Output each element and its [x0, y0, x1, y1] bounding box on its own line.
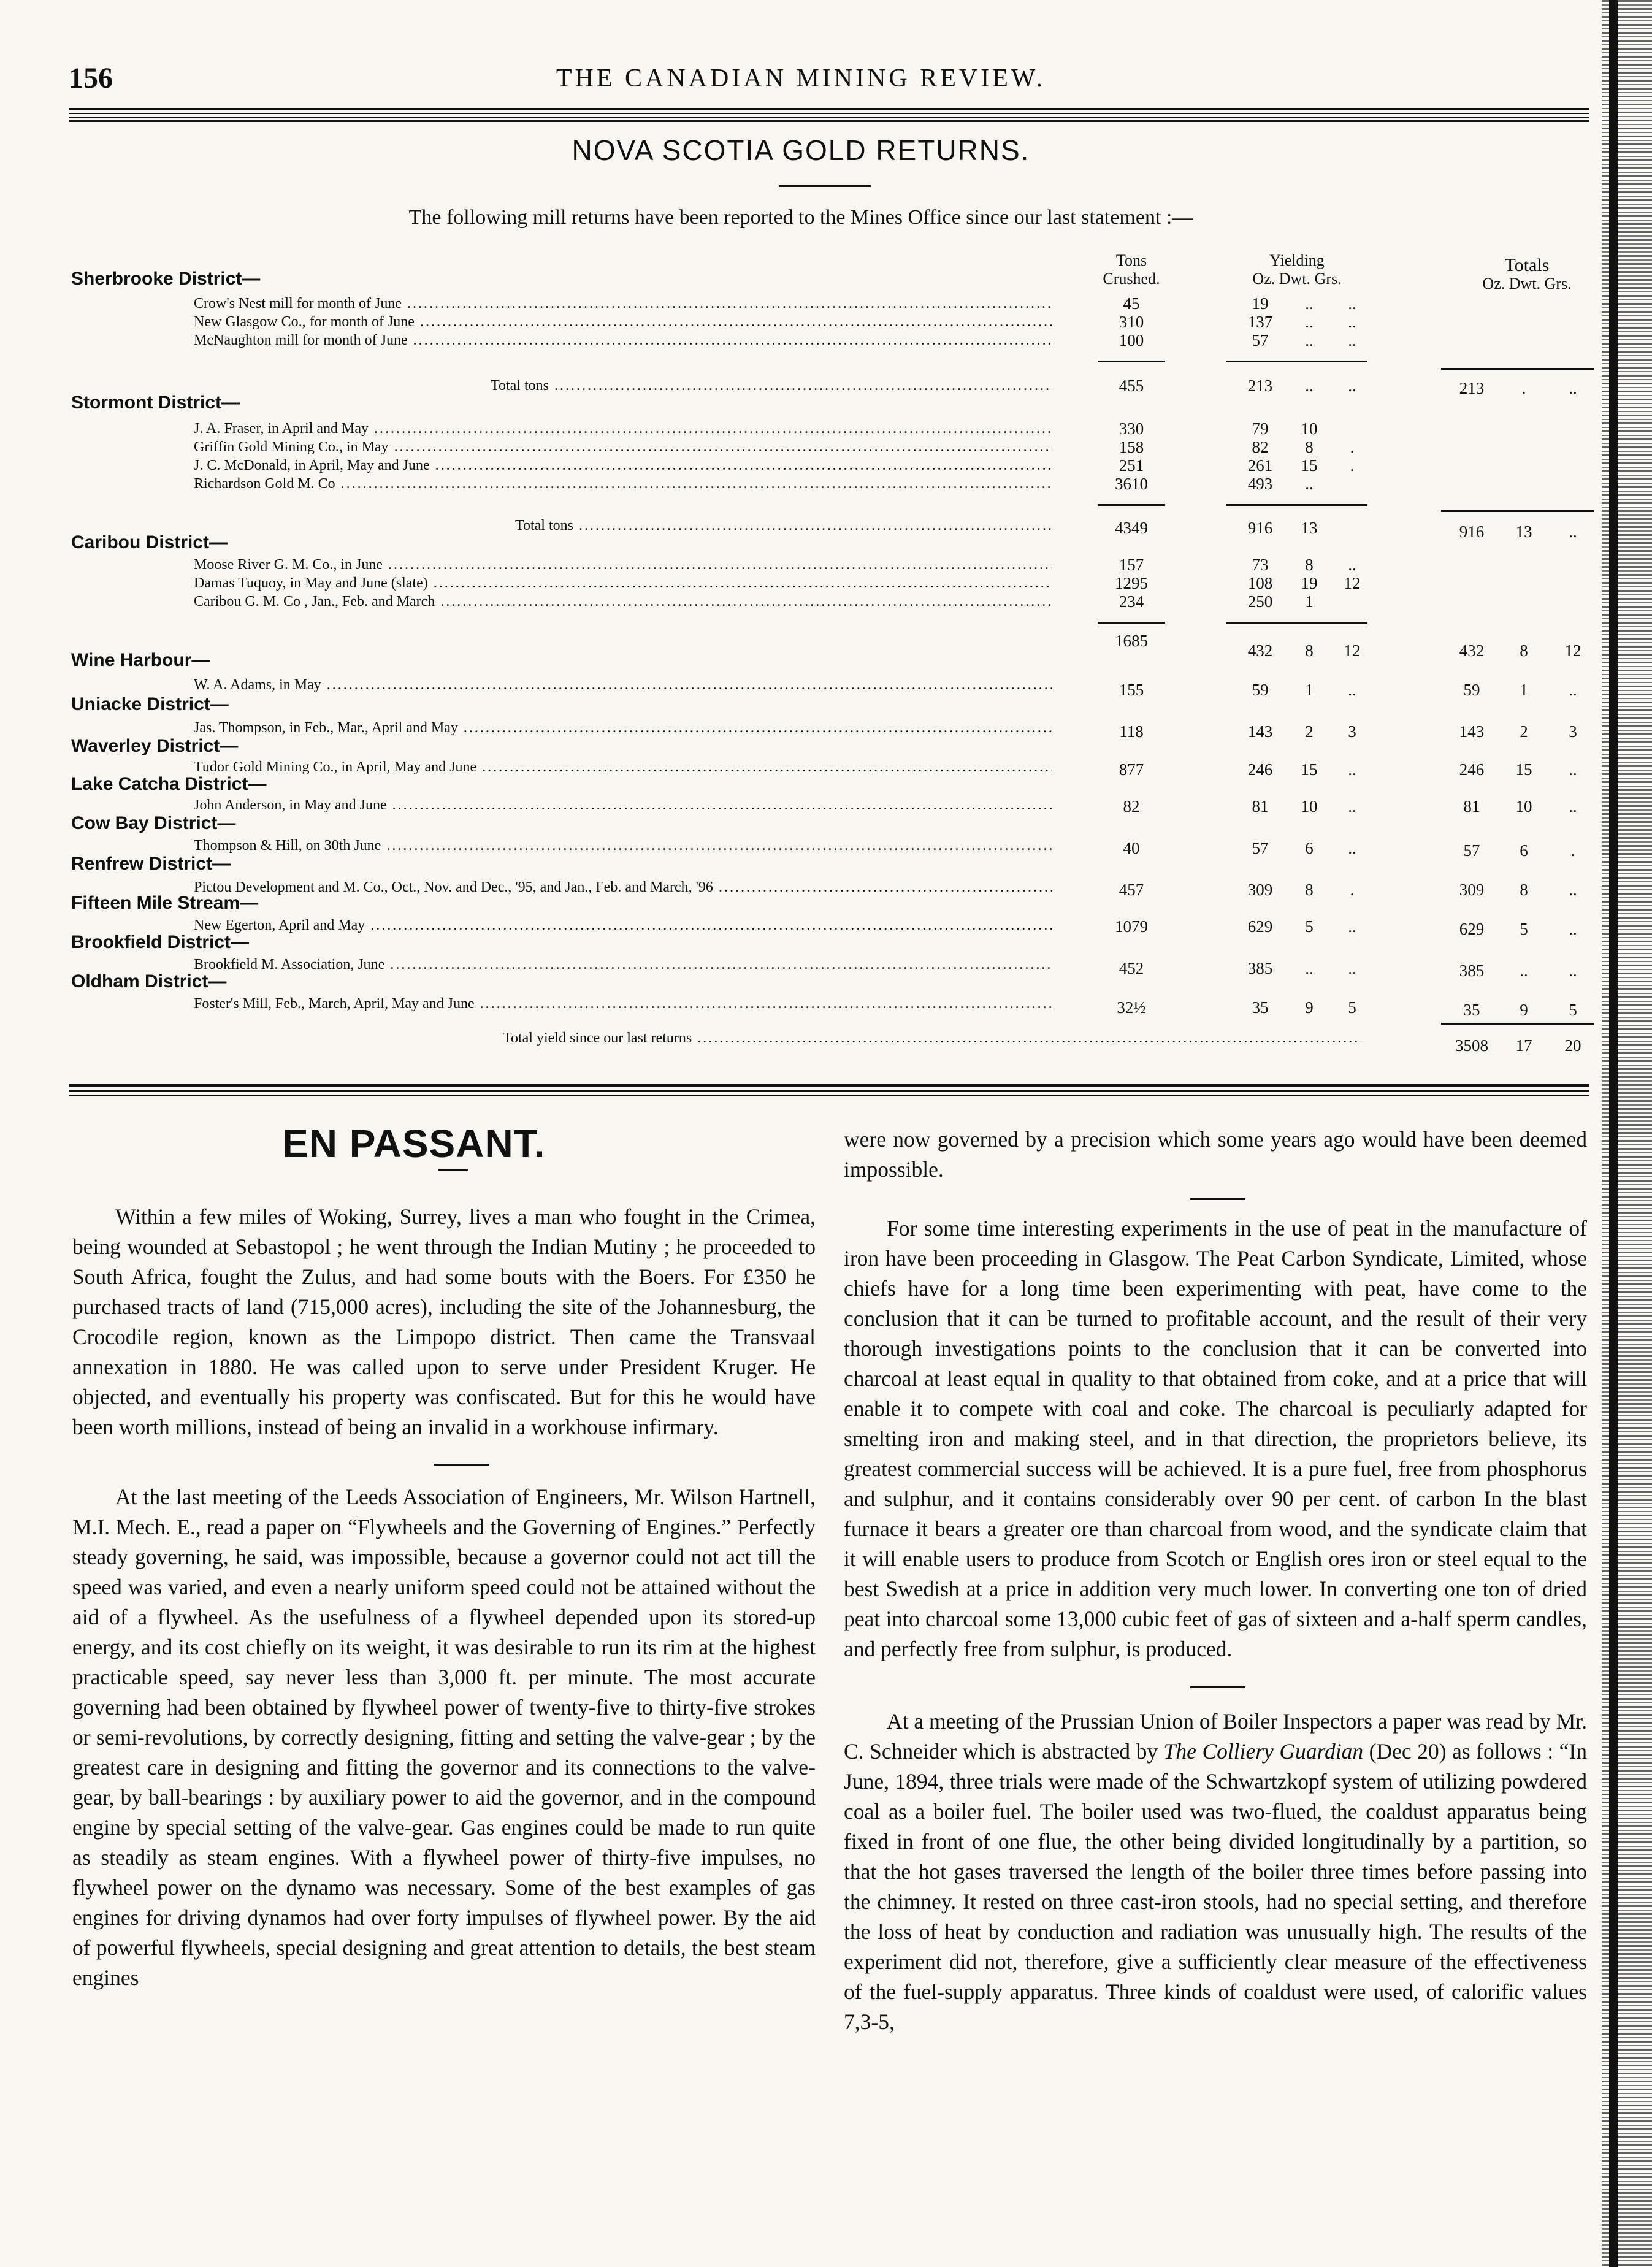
total-oz-sum: 916	[1459, 522, 1485, 541]
entry-tons: 457	[1119, 881, 1144, 899]
entry-dwt: 1	[1305, 592, 1314, 611]
entry-tons: 310	[1119, 313, 1144, 331]
header-totals-line1: Totals	[1504, 255, 1550, 275]
district-name: Stormont District—	[71, 392, 240, 413]
entry-label: Caribou G. M. Co , Jan., Feb. and March .....	[194, 592, 1052, 611]
entry-dwt-sum: 1	[1520, 681, 1528, 699]
entry-oz: 59	[1252, 681, 1269, 699]
entry-label: Tudor Gold Mining Co., in April, May and June .....	[194, 758, 1052, 776]
entry-oz-sum: 309	[1459, 881, 1485, 899]
entry-grs: 5	[1348, 998, 1356, 1017]
grand-total-oz: 3508	[1455, 1036, 1488, 1055]
entry-oz-sum: 629	[1459, 920, 1485, 938]
page-number: 156	[69, 62, 113, 94]
entry-grs-sum: 5	[1569, 1001, 1577, 1019]
subtotal-rule	[1098, 361, 1165, 362]
total-oz: 432	[1247, 641, 1273, 660]
entry-dwt-sum: ..	[1520, 961, 1528, 980]
header-rule-1	[69, 113, 1589, 114]
paragraph-separator	[1190, 1198, 1245, 1200]
entry-dwt: 15	[1301, 760, 1318, 779]
entry-label: W. A. Adams, in May .....	[194, 676, 1052, 694]
entry-tons: 452	[1119, 959, 1144, 977]
entry-tons: 100	[1119, 331, 1144, 350]
paragraph-continuation: were now governed by a precision which some years ago would have been deemed impossible.	[844, 1127, 1587, 1182]
entry-grs-sum: 3	[1569, 722, 1577, 741]
header-tons-line2: Crushed.	[1103, 270, 1160, 288]
entry-dwt-sum: 2	[1520, 722, 1528, 741]
entry-dwt: 10	[1301, 419, 1318, 438]
entry-tons: 157	[1119, 556, 1144, 574]
entry-oz: 261	[1247, 456, 1273, 475]
district-name: Renfrew District—	[71, 854, 231, 874]
scan-edge-bar	[1609, 0, 1618, 2267]
entry-dwt: ..	[1305, 959, 1314, 977]
subtotal-rule	[1098, 622, 1165, 624]
header-yielding-line2: Oz. Dwt. Grs.	[1252, 270, 1342, 288]
entry-dwt: 8	[1305, 438, 1314, 456]
entry-oz: 82	[1252, 438, 1269, 456]
totals-rule	[1441, 368, 1594, 370]
entry-dwt-sum: 6	[1520, 841, 1528, 860]
entry-grs-sum: ..	[1569, 797, 1577, 816]
entry-oz: 246	[1247, 760, 1273, 779]
district-name: Brookfield District—	[71, 932, 250, 952]
entry-grs-sum: .	[1570, 841, 1575, 860]
entry-grs: .	[1350, 438, 1355, 456]
entry-oz: 73	[1252, 556, 1269, 574]
entry-oz-sum: 143	[1459, 722, 1485, 741]
total-label: Total tons .....	[515, 516, 1052, 535]
total-dwt: 13	[1301, 519, 1318, 537]
total-tons: 4349	[1115, 519, 1148, 537]
entry-dwt: 2	[1305, 722, 1314, 741]
header-rule-3	[69, 120, 1589, 122]
title-dash	[779, 185, 871, 187]
entry-oz: 629	[1247, 917, 1273, 936]
entry-label: Richardson Gold M. Co .....	[194, 475, 1052, 493]
entry-oz: 493	[1247, 475, 1273, 493]
entry-tons: 330	[1119, 419, 1144, 438]
entry-dwt-sum: 10	[1515, 797, 1532, 816]
entry-oz-sum: 59	[1463, 681, 1480, 699]
subtotal-rule	[1226, 361, 1367, 362]
total-dwt-sum: 8	[1520, 641, 1528, 660]
total-grs: 12	[1344, 641, 1361, 660]
entry-oz-sum: 246	[1459, 760, 1485, 779]
section-divider-1	[69, 1084, 1589, 1087]
paragraph-text: At a meeting of the Prussian Union of Boiler Inspectors a paper was read by Mr. C. Schneider which is abstracted by	[844, 1709, 1587, 1764]
paragraph: Within a few miles of Woking, Surrey, lives a man who fought in the Crimea, being wounded at Sebastopol ; he went through the Indian Mutiny ; he proceeded to South Africa, fought the Zulus, and had some bouts with the Boers. For £350 he purchased tracts of land (715,000 acres), including the site of the Johannesburg, the Crocodile region, known as the Limpopo district. Then came the Transvaal annexation in 1880. He was called upon to serve under President Kruger. He objected, and eventually his property was confiscated. But for this he would have been worth millions, instead of being an invalid in a workhouse infirmary.	[72, 1204, 816, 1439]
paragraph: At the last meeting of the Leeds Association of Engineers, Mr. Wilson Hartnell, M.I. Mech. E., read a paper on “Flywheels and the Governing of Engines.” Perfectly steady governing, he said, was impossible, because a governor could not act till the speed was varied, and even a nearly uniform speed could not be attained without the aid of a flywheel. As the usefulness of a flywheel depended upon its stored-up energy, and its cost chiefly on its weight, it was desirable to run its rim at the highest practicable speed, say never less than 3,000 ft. per minute. The most accurate governing had been obtained by flywheel power of twenty-five to thirty-five strokes or semi-revolutions, by correctly designing, fitting and setting the valve-gear ; by the greatest care in designing and fitting the governor and its connections to the valve-gear, by ball-bearings : by auxiliary power to aid the governor, and in the compound engine by special setting of the valve-gear. Gas engines could be made to run quite as steadily as steam engines. With a flywheel power of thirty-five impulses, no flywheel power on the dynamo was necessary. Some of the best examples of gas engines for driving dynamos had over forty impulses of flywheel power. By the aid of powerful flywheels, special designing and great attention to details, the best steam engines	[72, 1485, 816, 1990]
entry-tons: 158	[1119, 438, 1144, 456]
entry-dwt: 10	[1301, 797, 1318, 816]
total-grs-sum: ..	[1569, 379, 1577, 397]
entry-label: Crow's Nest mill for month of June .....	[194, 294, 1052, 313]
section-divider-2	[69, 1090, 1589, 1092]
entry-grs: 12	[1344, 574, 1361, 592]
entry-grs: ..	[1348, 294, 1356, 313]
entry-dwt-sum: 8	[1520, 881, 1528, 899]
entry-tons: 32½	[1117, 998, 1146, 1017]
entry-label: Moose River G. M. Co., in June .....	[194, 556, 1052, 574]
entry-dwt: ..	[1305, 294, 1314, 313]
district-name: Cow Bay District—	[71, 813, 236, 833]
entry-oz: 35	[1252, 998, 1269, 1017]
entry-label: Jas. Thompson, in Feb., Mar., April and May .....	[194, 719, 1052, 737]
totals-rule	[1441, 510, 1594, 512]
entry-oz: 79	[1252, 419, 1269, 438]
entry-grs-sum: ..	[1569, 681, 1577, 699]
entry-dwt: 5	[1305, 917, 1314, 936]
grand-total-dwt: 17	[1515, 1036, 1532, 1055]
entry-oz-sum: 35	[1463, 1001, 1480, 1019]
grand-total-grs: 20	[1564, 1036, 1581, 1055]
subtotal-rule	[1098, 504, 1165, 506]
header-totals	[1459, 256, 1594, 293]
entry-oz: 385	[1247, 959, 1273, 977]
entry-grs: 3	[1348, 722, 1356, 741]
entry-dwt-sum: 5	[1520, 920, 1528, 938]
header-rule-2	[69, 117, 1589, 118]
subtotal-rule	[1226, 504, 1367, 506]
entry-dwt: 8	[1305, 556, 1314, 574]
total-tons: 1685	[1115, 632, 1148, 650]
publication-name: The Colliery Guardian	[1163, 1739, 1364, 1764]
grand-total-rule	[1441, 1023, 1594, 1025]
entry-oz: 57	[1252, 331, 1269, 350]
entry-dwt-sum: 15	[1515, 760, 1532, 779]
entry-label: McNaughton mill for month of June .....	[194, 331, 1052, 350]
entry-oz: 250	[1247, 592, 1273, 611]
entry-tons: 155	[1119, 681, 1144, 699]
entry-label: New Glasgow Co., for month of June .....	[194, 313, 1052, 331]
total-tons: 455	[1119, 377, 1144, 395]
header-totals-line2: Oz. Dwt. Grs.	[1482, 275, 1572, 292]
subtotal-rule	[1226, 622, 1367, 624]
entry-label: New Egerton, April and May .....	[194, 916, 1052, 935]
district-name: Sherbrooke District—	[71, 269, 261, 289]
entry-label: Pictou Development and M. Co., Oct., Nov. and Dec., '95, and Jan., Feb. and March, '96 .....	[194, 878, 1052, 896]
entry-label: Brookfield M. Association, June .....	[194, 955, 1052, 974]
district-name: Wine Harbour—	[71, 650, 210, 670]
gold-returns-title: NOVA SCOTIA GOLD RETURNS.	[572, 134, 1030, 166]
paragraph-text: (Dec 20) as follows : “In June, 1894, three trials were made of the Schwartzkopf system of utilizing powdered coal as a boiler fuel. The boiler used was two-flued, the coaldust apparatus being fixed in front of one flue, the other being divided longitudinally by a partition, so that the hot gases traversed the length of the boiler three times before passing into the chimney. It rested on three cast-iron stools, had no special setting, and therefore the loss of heat by conduction and radiation was unusually high. The results of the experiment did not, therefore, give a sufficiently clear measure of the effectiveness of the fuel-supply apparatus. Three kinds of coaldust were used, of calorific values 7,3-5,	[844, 1739, 1587, 2034]
entry-oz: 81	[1252, 797, 1269, 816]
entry-label: Damas Tuquoy, in May and June (slate) .....	[194, 574, 1052, 592]
district-name: Lake Catcha District—	[71, 774, 267, 794]
entry-dwt: 6	[1305, 839, 1314, 857]
entry-grs: ..	[1348, 917, 1356, 936]
total-dwt: ..	[1305, 377, 1314, 395]
entry-grs-sum: ..	[1569, 760, 1577, 779]
header-yielding-line1: Yielding	[1269, 251, 1325, 269]
total-grs: ..	[1348, 377, 1356, 395]
paragraph-final	[844, 1707, 1587, 2037]
entry-dwt: 9	[1305, 998, 1314, 1017]
entry-dwt-sum: 9	[1520, 1001, 1528, 1019]
section-divider-3	[69, 1095, 1589, 1096]
header-tons-line1: Tons	[1115, 251, 1147, 269]
total-grs-sum: 12	[1564, 641, 1581, 660]
district-name: Fifteen Mile Stream—	[71, 893, 259, 913]
entry-tons: 877	[1119, 760, 1144, 779]
district-name: Waverley District—	[71, 736, 239, 756]
entry-tons: 251	[1119, 456, 1144, 475]
entry-oz: 143	[1247, 722, 1273, 741]
total-grs-sum: ..	[1569, 522, 1577, 541]
total-label: Total tons .....	[491, 377, 1052, 395]
entry-grs-sum: ..	[1569, 961, 1577, 980]
entry-grs: ..	[1348, 313, 1356, 331]
entry-label: J. C. McDonald, in April, May and June .....	[194, 456, 1052, 475]
entry-grs: ..	[1348, 331, 1356, 350]
district-name: Uniacke District—	[71, 694, 229, 714]
entry-tons: 234	[1119, 592, 1144, 611]
entry-tons: 118	[1119, 722, 1144, 741]
entry-label: Foster's Mill, Feb., March, April, May and June .....	[194, 995, 1052, 1013]
gold-returns-intro: The following mill returns have been reported to the Mines Office since our last statement :—	[408, 206, 1193, 229]
entry-oz: 19	[1252, 294, 1269, 313]
entry-oz-sum: 57	[1463, 841, 1480, 860]
left-column	[72, 1202, 816, 1993]
en-passant-title: EN PASSANT.	[282, 1122, 546, 1166]
paragraph: For some time interesting experiments in the use of peat in the manufacture of iron have been proceeding in Glasgow. The Peat Carbon Syndicate, Limited, whose chiefs have for a long time been experimenting with peat, have come to the conclusion that it can be turned to profitable account, and the result of their very thorough investigations points to the conclusion that it can be converted into charcoal at least equal in quality to that obtained from coke, and at a price that will enable it to compete with coal and coke. The charcoal is peculiarly adapted for smelting iron and making steel, and in that direction, the proprietors believe, its greatest commercial success will be achieved. It is a pure fuel, free from phosphorus and sulphur, and it contains considerably over 90 per cent. of carbon In the blast furnace it bears a greater ore than charcoal from wood, and the syndicate claim that it will enable users to produce from Scotch or English ores iron or steel equal to the best Swedish at a price in addition very much lower. In converting one ton of dried peat into charcoal some 13,000 cubic feet of gas of sixteen and a-half sperm candles, and perfectly free from sulphur, is produced.	[844, 1216, 1587, 1661]
header-rule-top	[69, 108, 1589, 110]
entry-oz: 57	[1252, 839, 1269, 857]
entry-label: John Anderson, in May and June .....	[194, 796, 1052, 814]
district-name: Oldham District—	[71, 971, 227, 992]
header-yielding	[1214, 251, 1380, 288]
entry-grs-sum: ..	[1569, 920, 1577, 938]
total-oz-sum: 213	[1459, 379, 1485, 397]
entry-oz-sum: 385	[1459, 961, 1485, 980]
paragraph-separator	[1190, 1686, 1245, 1688]
entry-tons: 1079	[1115, 917, 1148, 936]
entry-grs: ..	[1348, 681, 1356, 699]
header-tons	[1085, 251, 1177, 288]
entry-dwt: ..	[1305, 331, 1314, 350]
entry-label: Griffin Gold Mining Co., in May .....	[194, 438, 1052, 456]
entry-label: J. A. Fraser, in April and May .....	[194, 419, 1052, 438]
entry-dwt: 19	[1301, 574, 1318, 592]
running-head: THE CANADIAN MINING REVIEW.	[556, 64, 1046, 93]
entry-oz: 309	[1247, 881, 1273, 899]
entry-oz-sum: 81	[1463, 797, 1480, 816]
entry-oz: 108	[1247, 574, 1273, 592]
total-oz-sum: 432	[1459, 641, 1485, 660]
entry-dwt: 8	[1305, 881, 1314, 899]
entry-grs: .	[1350, 881, 1355, 899]
entry-grs: ..	[1348, 959, 1356, 977]
title-dash	[438, 1169, 468, 1171]
total-dwt: 8	[1305, 641, 1314, 660]
total-dwt-sum: 13	[1515, 522, 1532, 541]
entry-grs: ..	[1348, 760, 1356, 779]
entry-tons: 40	[1123, 839, 1140, 857]
paragraph-separator	[434, 1464, 489, 1466]
total-oz: 213	[1247, 377, 1273, 395]
entry-dwt: ..	[1305, 475, 1314, 493]
total-dwt-sum: .	[1521, 379, 1526, 397]
entry-dwt: ..	[1305, 313, 1314, 331]
entry-oz: 137	[1247, 313, 1273, 331]
grand-total-label: Total yield since our last returns .....	[503, 1029, 1361, 1047]
entry-grs: ..	[1348, 556, 1356, 574]
entry-label: Thompson & Hill, on 30th June .....	[194, 836, 1052, 855]
total-oz: 916	[1247, 519, 1273, 537]
entry-tons: 45	[1123, 294, 1140, 313]
entry-grs: .	[1350, 456, 1355, 475]
entry-tons: 82	[1123, 797, 1140, 816]
entry-grs: ..	[1348, 797, 1356, 816]
entry-dwt: 1	[1305, 681, 1314, 699]
entry-grs: ..	[1348, 839, 1356, 857]
right-column	[844, 1125, 1587, 2037]
entry-tons: 1295	[1115, 574, 1148, 592]
district-name: Caribou District—	[71, 532, 228, 552]
entry-grs-sum: ..	[1569, 881, 1577, 899]
entry-dwt: 15	[1301, 456, 1318, 475]
entry-tons: 3610	[1115, 475, 1148, 493]
